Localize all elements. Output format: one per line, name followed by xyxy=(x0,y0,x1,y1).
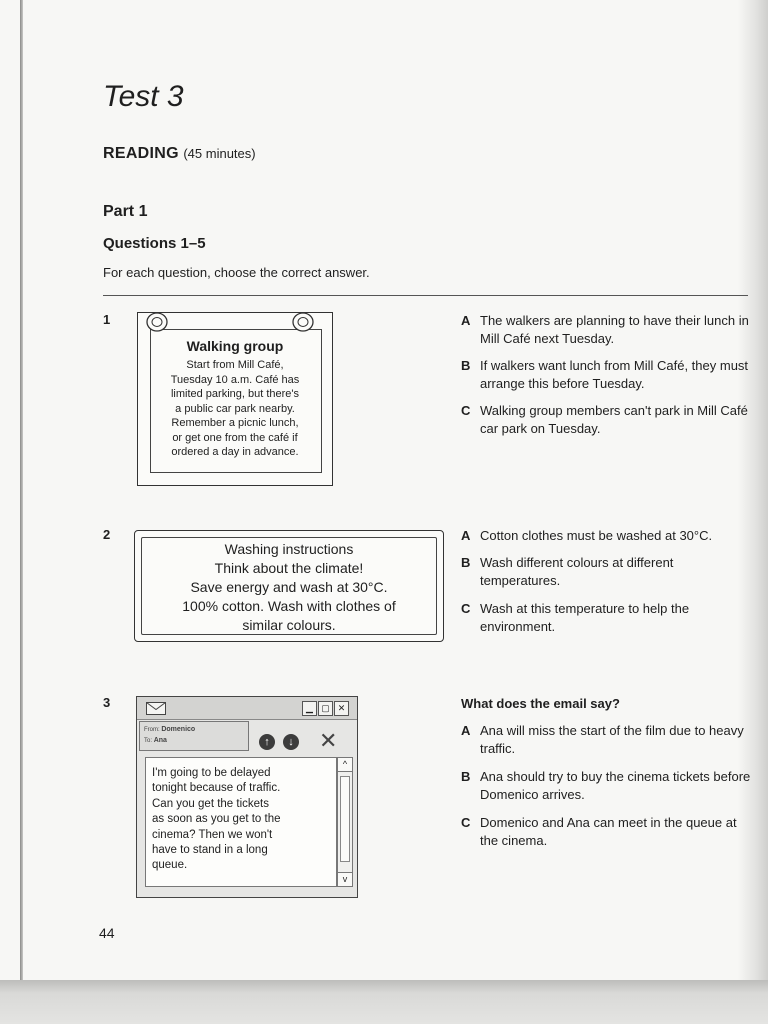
email-titlebar xyxy=(137,697,357,720)
to-field xyxy=(144,737,167,744)
notice-title: Walking group xyxy=(186,338,284,354)
page-number: 44 xyxy=(99,925,115,941)
option-letter: C xyxy=(461,403,471,418)
section-duration: (45 minutes) xyxy=(183,146,256,161)
label-line: Think about the climate! xyxy=(214,560,364,576)
envelope-icon xyxy=(146,702,166,715)
option-text: Ana should try to buy the cinema tickets before Domenico arrives. xyxy=(480,769,751,802)
scroll-up-icon[interactable]: ^ xyxy=(338,758,352,772)
message-line: I'm going to be delayed xyxy=(152,767,271,779)
option-text: Cotton clothes must be washed at 30°C. xyxy=(480,528,713,543)
walking-group-notice xyxy=(137,312,333,486)
message-line: have to stand in a long xyxy=(152,844,268,857)
message-line: tonight because of traffic. xyxy=(152,782,281,795)
message-line: Can you get the tickets xyxy=(152,797,269,810)
scroll-down-icon[interactable]: v xyxy=(338,872,352,886)
part-heading: Part 1 xyxy=(103,203,148,220)
notice-line: Tuesday 10 a.m. Café has xyxy=(170,373,300,386)
book-spine-shadow xyxy=(20,0,23,980)
scroll-thumb[interactable] xyxy=(340,776,350,862)
email-scrollbar[interactable] xyxy=(337,757,353,887)
label-line: Washing instructions xyxy=(224,541,354,557)
notice-line: Remember a picnic lunch, xyxy=(171,417,299,429)
washing-label xyxy=(134,530,444,642)
section-label: READING xyxy=(103,145,179,162)
question-number: 1 xyxy=(103,312,111,327)
notice-body xyxy=(152,358,318,460)
paper-curl-icon xyxy=(290,309,316,335)
option-text: The walkers are planning to have their lunch in Mill Café next Tuesday. xyxy=(480,313,749,346)
section-heading xyxy=(103,145,256,163)
from-value: Domenico xyxy=(161,726,196,733)
delete-icon[interactable]: ✕ xyxy=(319,728,338,753)
email-body xyxy=(145,757,337,887)
maximize-icon[interactable]: ▢ xyxy=(318,701,333,716)
question-stem: What does the email say? xyxy=(461,696,620,711)
email-header-fields xyxy=(139,721,249,751)
option-letter: C xyxy=(461,815,471,830)
instruction-text: For each question, choose the correct answer. xyxy=(103,265,370,280)
option-text: Wash at this temperature to help the environment. xyxy=(480,601,690,634)
notice-line: ordered a day in advance. xyxy=(171,446,299,458)
option-letter: B xyxy=(461,358,471,373)
arrow-down-icon[interactable]: ↓ xyxy=(283,734,299,750)
minimize-icon[interactable]: ▁ xyxy=(302,701,317,716)
from-field xyxy=(144,726,195,733)
option-text: If walkers want lunch from Mill Café, they must arrange this before Tuesday. xyxy=(480,358,749,391)
option-text: Ana will miss the start of the film due to heavy traffic. xyxy=(480,723,744,756)
close-window-icon[interactable]: ✕ xyxy=(334,701,349,716)
email-window xyxy=(136,696,358,898)
notice-line: or get one from the café if xyxy=(172,431,298,444)
question-number: 3 xyxy=(103,695,111,710)
label-line: Save energy and wash at 30°C. xyxy=(190,579,388,595)
option-text: Wash different colours at different temperatures. xyxy=(480,555,674,588)
divider xyxy=(103,295,748,296)
notice-line: a public car park nearby. xyxy=(175,402,295,415)
test-title: Test 3 xyxy=(103,80,184,113)
option-letter: A xyxy=(461,313,471,328)
notice-line: Start from Mill Café, xyxy=(186,359,284,371)
scan-bottom-edge xyxy=(0,980,768,1024)
option-text: Domenico and Ana can meet in the queue at the cinema. xyxy=(480,815,737,848)
option-text: Walking group members can't park in Mill Café car park on Tuesday. xyxy=(480,403,748,436)
option-letter: C xyxy=(461,601,471,616)
notice-line: limited parking, but there's xyxy=(170,388,300,400)
email-message xyxy=(152,766,328,874)
to-label: To: xyxy=(144,738,153,744)
question-number: 2 xyxy=(103,527,111,542)
option-letter: B xyxy=(461,769,471,784)
arrow-up-icon[interactable]: ↑ xyxy=(259,734,275,750)
message-line: queue. xyxy=(152,859,188,872)
label-line: 100% cotton. Wash with clothes of xyxy=(182,598,396,614)
questions-heading: Questions 1–5 xyxy=(103,235,206,252)
message-line: as soon as you get to the xyxy=(152,813,281,826)
message-line: cinema? Then we won't xyxy=(152,828,273,841)
label-text xyxy=(149,540,429,635)
option-letter: A xyxy=(461,723,471,738)
paper-curl-icon xyxy=(144,309,170,335)
to-value: Ana xyxy=(153,737,167,744)
label-line: similar colours. xyxy=(242,617,336,633)
option-letter: A xyxy=(461,528,471,543)
from-label: From: xyxy=(144,727,160,733)
option-letter: B xyxy=(461,555,471,570)
